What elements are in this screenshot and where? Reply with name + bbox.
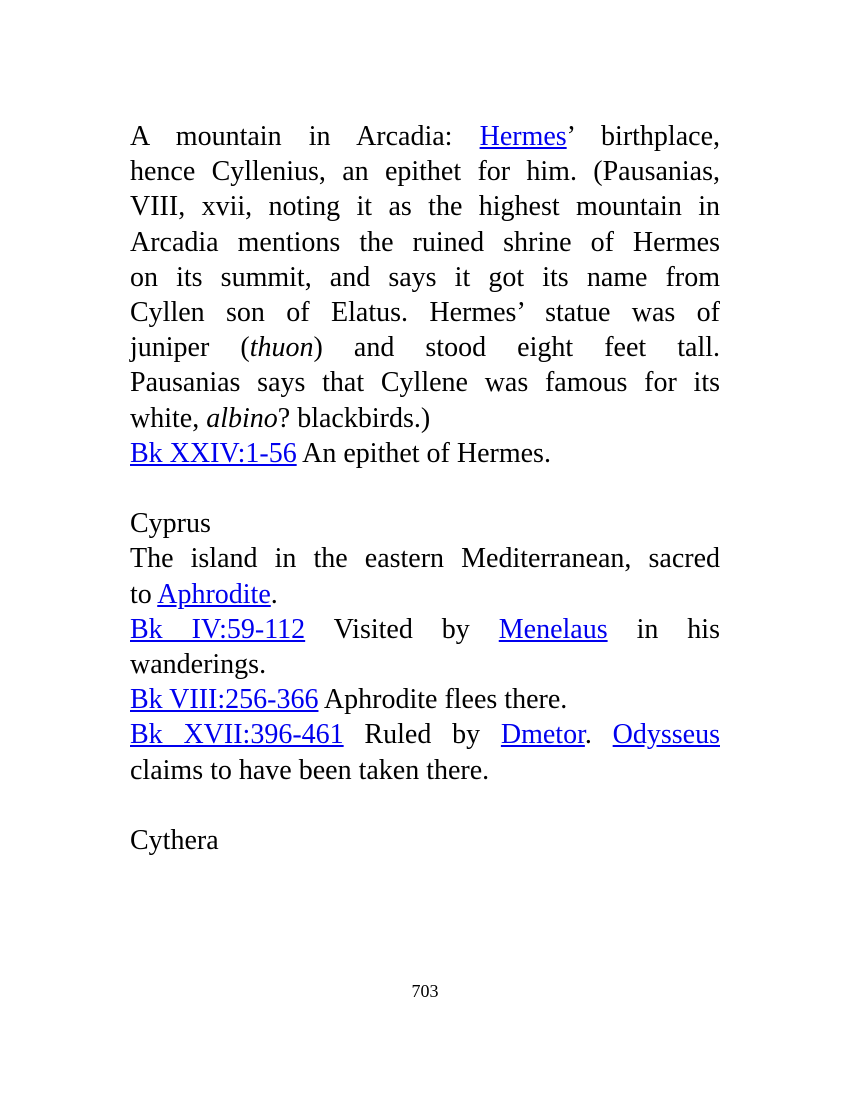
text-line: claims to have been taken there. (130, 754, 490, 786)
link-odysseus[interactable]: Odysseus (612, 719, 720, 751)
page-number: 703 (411, 981, 439, 1001)
text-line: Pausanias says that Cyllene was famous for its (130, 367, 720, 399)
entry-heading: Cythera (130, 825, 219, 857)
spacer (130, 788, 720, 823)
link-bk-xxiv[interactable]: Bk XXIV:1-56 (130, 437, 297, 469)
text-line: Arcadia mentions the ruined shrine of Hermes (130, 226, 720, 258)
text-line: The island in the eastern Mediterranean, sacred (130, 543, 720, 575)
entry-cythera (130, 823, 720, 858)
link-bk-iv[interactable]: Bk IV:59-112 (130, 613, 306, 645)
spacer (130, 471, 720, 506)
reference-line: Bk IV:59-112 Visited by Menelaus in his (130, 613, 720, 645)
entry-cyprus (130, 506, 720, 788)
text-line: white, albino? blackbirds.) (130, 402, 431, 434)
entry-heading: Cyprus (130, 508, 211, 540)
link-menelaus[interactable]: Menelaus (498, 613, 608, 645)
reference-line: Bk XXIV:1-56 An epithet of Hermes. (130, 437, 551, 469)
link-hermes[interactable]: Hermes (479, 121, 567, 152)
text-line: wanderings. (130, 649, 267, 681)
italic-albino: albino (206, 402, 278, 434)
text-line: A mountain in Arcadia: Hermes’ birthplace, (130, 121, 720, 152)
link-bk-viii[interactable]: Bk VIII:256-366 (130, 684, 319, 716)
reference-line: Bk XVII:396-461 Ruled by Dmetor. Odysseus (130, 719, 720, 751)
text-line: VIII, xvii, noting it as the highest mountain in (130, 191, 720, 223)
text-line: hence Cyllenius, an epithet for him. (Pausanias, (130, 156, 720, 188)
link-aphrodite[interactable]: Aphrodite (157, 578, 271, 610)
italic-thuon: thuon (249, 332, 314, 364)
text-line: juniper (thuon) and stood eight feet tall. (130, 332, 721, 364)
text-line: Cyllen son of Elatus. Hermes’ statue was of (130, 297, 720, 329)
document-body (130, 119, 720, 858)
link-bk-xvii[interactable]: Bk XVII:396-461 (130, 719, 344, 751)
entry-cyllene (130, 119, 720, 471)
text-line: on its summit, and says it got its name from (130, 261, 720, 293)
link-dmetor[interactable]: Dmetor (500, 719, 585, 751)
text-line: to Aphrodite. (130, 578, 278, 610)
reference-line: Bk VIII:256-366 Aphrodite flees there. (130, 684, 568, 716)
